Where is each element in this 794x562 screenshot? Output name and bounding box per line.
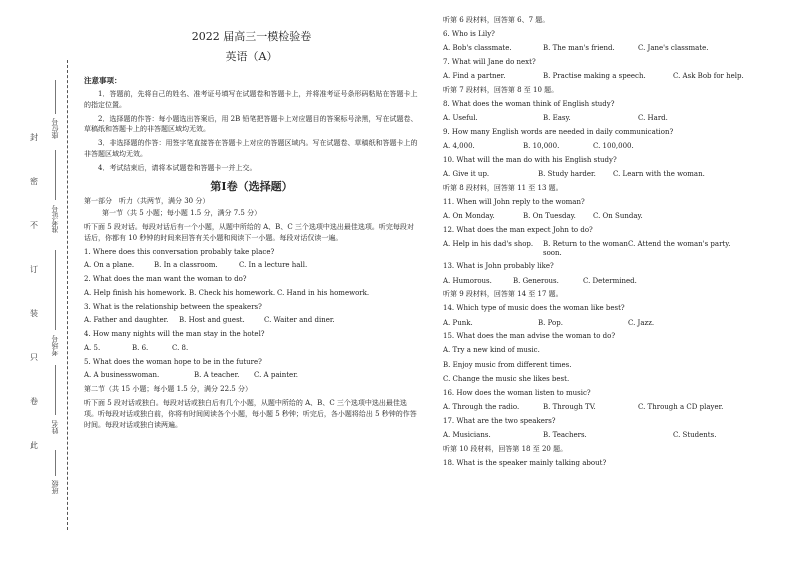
question-line: 6. Who is Lily?: [443, 30, 495, 39]
option-b: B. On Tuesday.: [523, 212, 576, 221]
option-c: C. Jazz.: [628, 318, 655, 327]
name-blank: [55, 365, 56, 415]
option-a: A. Musicians.: [443, 430, 491, 439]
option-b: B. Study harder.: [538, 169, 596, 178]
seat-number-blank: [55, 80, 56, 114]
notice-item: 2．选择题的作答：每小题选出答案后，用 2B 铅笔把答题卡上对应题目的答案标号涂黑，写在试题卷、草稿纸和答题卡上的非答题区域均无效。: [84, 114, 418, 134]
subsection-heading: 第一节（共 5 小题；每小题 1.5 分，满分 7.5 分）: [102, 209, 262, 218]
margin-char: 封: [30, 133, 38, 142]
option-a: A. On Monday.: [443, 212, 495, 221]
exam-title: 2022 届高三一模检验卷: [191, 30, 312, 43]
question-block: [84, 303, 419, 326]
question-line: 13. What is John probably like?: [443, 262, 554, 271]
margin-char: 只: [30, 353, 38, 362]
option-c: C. Through a CD player.: [638, 403, 724, 412]
option-a: A. Humorous.: [443, 276, 492, 285]
option-c: C. Hand in his homework.: [277, 288, 370, 297]
option-a: A. Punk.: [443, 318, 473, 327]
option-c: C. On Sunday.: [593, 212, 643, 221]
question-block: [84, 330, 419, 353]
question-line: 17. What are the two speakers?: [443, 416, 556, 425]
exam-room-blank: [55, 250, 56, 330]
section-heading: 第一部分 听力（共两节，满分 30 分）: [84, 196, 210, 205]
option-a: A. On a plane.: [84, 261, 135, 270]
option-a: A. Useful.: [443, 114, 478, 123]
name-label: 姓名: [51, 420, 59, 434]
question-line: C. Change the music she likes best.: [443, 374, 570, 383]
question-line: 15. What does the man advise the woman to do?: [443, 332, 616, 341]
option-a: A. 5.: [84, 343, 101, 352]
question-line: 14. Which type of music does the woman like best?: [443, 304, 625, 313]
left-column: [84, 30, 419, 435]
option-b: B. In a classroom.: [154, 261, 218, 270]
question: 1. Where does this conversation probably take place?: [84, 247, 275, 256]
seat-number-label: 座位号: [51, 118, 59, 139]
option-c: C. Hard.: [638, 114, 668, 123]
options-row: [84, 344, 419, 353]
options-row: [443, 403, 783, 412]
material-heading: 听第 7 段材料，回答第 8 至 10 题。: [443, 85, 559, 94]
option-b: B. Easy.: [543, 114, 571, 123]
option-b: B. 10,000.: [523, 142, 560, 151]
option-c: C. Students.: [673, 430, 717, 439]
question-line: A. Try a new kind of music.: [443, 346, 540, 355]
question-line: 9. How many English words are needed in daily communication?: [443, 127, 674, 136]
options-row: [443, 114, 783, 123]
option-b: B. Pop.: [538, 318, 563, 327]
option-a: A. A businesswoman.: [84, 371, 160, 380]
material-heading: 听第 10 段材料，回答第 18 至 20 题。: [443, 444, 568, 453]
option-b: B. Return to the woman soon.: [543, 239, 628, 257]
question-line: 8. What does the woman think of English study?: [443, 100, 615, 109]
option-c: C. In a lecture hall.: [239, 261, 308, 270]
options-row: [443, 319, 783, 328]
right-column: [443, 16, 783, 473]
class-label: 班级: [51, 480, 59, 494]
option-b: B. Host and guest.: [179, 316, 245, 325]
options-row: [443, 240, 783, 258]
option-b: B. The man's friend.: [543, 44, 615, 53]
option-a: A. Give it up.: [443, 169, 490, 178]
question-line: 11. When will John reply to the woman?: [443, 197, 585, 206]
options-row: [84, 289, 419, 298]
instructions: 听下面 5 段对话。每段对话后有一个小题，从题中所给的 A、B、C 三个选项中选出最佳选项。听完每段对话后，你都有 10 秒钟的时间来回答有关小题和阅读下一小题。每段对话仅读一遍。: [84, 223, 414, 242]
option-a: A. Find a partner.: [443, 72, 506, 81]
option-a: A. Through the radio.: [443, 403, 520, 412]
question-line: 12. What does the man expect John to do?: [443, 225, 593, 234]
notice-heading: 注意事项：: [84, 75, 122, 85]
material-heading: 听第 9 段材料，回答第 14 至 17 题。: [443, 290, 563, 299]
option-b: B. Through TV.: [543, 403, 596, 412]
option-a: A. Bob's classmate.: [443, 44, 512, 53]
question: 2. What does the man want the woman to do?: [84, 275, 247, 284]
options-row: [84, 261, 419, 270]
question-block: [84, 358, 419, 381]
margin-char: 密: [30, 177, 38, 186]
option-a: A. Help in his dad's shop.: [443, 239, 534, 248]
question-line: 16. How does the woman listen to music?: [443, 388, 591, 397]
class-blank: [55, 450, 56, 476]
option-a: A. Help finish his homework.: [84, 288, 187, 297]
question-line: 7. What will Jane do next?: [443, 58, 536, 67]
notice-item: 1．答题前，先将自己的姓名、准考证号填写在试题卷和答题卡上，并将准考证号条形码粘贴在答题卡上的指定位置。: [84, 89, 418, 109]
option-b: B. Check his homework.: [189, 288, 276, 297]
option-b: B. Generous.: [513, 276, 559, 285]
option-b: B. Teachers.: [543, 430, 587, 439]
option-b: B. 6.: [132, 343, 149, 352]
options-row: [443, 72, 783, 81]
part-title: 第Ⅰ卷（选择题）: [210, 179, 293, 193]
margin-char: 订: [30, 265, 38, 274]
options-row: [443, 170, 783, 179]
options-row: [443, 212, 783, 221]
binding-margin: [0, 0, 80, 562]
cut-line: [67, 60, 68, 530]
option-c: C. Determined.: [583, 276, 637, 285]
instructions: 听下面 5 段对话或独白。每段对话或独白后有几个小题，从题中所给的 A、B、C 三个选项中选出最佳选项。听每段对话或独白前，你将有时间阅读各个小题，每小题 5 秒钟；听完后，各小题将给出 5 秒钟的作答时间。每段对话或独白读两遍。: [84, 398, 417, 429]
subsection-heading: 第二节（共 15 小题；每小题 1.5 分，满分 22.5 分）: [84, 385, 252, 394]
option-a: A. Father and daughter.: [84, 316, 169, 325]
material-heading: 听第 6 段材料，回答第 6、7 题。: [443, 16, 550, 24]
option-c: C. 100,000.: [593, 142, 634, 151]
options-row: [443, 277, 783, 286]
question-block: [84, 275, 419, 298]
option-c: C. Jane's classmate.: [638, 44, 709, 53]
margin-char: 装: [30, 309, 38, 318]
question-line: B. Enjoy music from different times.: [443, 360, 572, 369]
notice-item: 3．非选择题的作答：用签字笔直接答在答题卡上对应的答题区域内。写在试题卷、草稿纸和答题卡上的非答题区域均无效。: [84, 139, 418, 159]
question-block: [84, 248, 419, 271]
question: 4. How many nights will the man stay in the hotel?: [84, 330, 265, 339]
option-c: C. 8.: [172, 343, 189, 352]
question: 5. What does the woman hope to be in the future?: [84, 357, 262, 366]
question-line: 10. What will the man do with his English study?: [443, 155, 617, 164]
exam-number-blank: [55, 150, 56, 200]
options-row: [84, 316, 419, 325]
question-line: 18. What is the speaker mainly talking about?: [443, 458, 607, 467]
options-row: [443, 142, 783, 151]
option-c: C. Attend the woman's party.: [628, 239, 731, 248]
option-c: C. Waiter and diner.: [264, 316, 335, 325]
option-c: C. Learn with the woman.: [613, 169, 705, 178]
option-b: B. A teacher.: [194, 371, 240, 380]
option-a: A. 4,000.: [443, 142, 475, 151]
options-row: [84, 371, 419, 380]
option-b: B. Practise making a speech.: [543, 72, 646, 81]
options-row: [443, 44, 783, 53]
exam-number-label: 准考证号: [51, 205, 59, 233]
margin-char: 不: [30, 221, 38, 230]
question: 3. What is the relationship between the speakers?: [84, 302, 262, 311]
material-heading: 听第 8 段材料，回答第 11 至 13 题。: [443, 183, 563, 192]
margin-char: 此: [30, 441, 38, 450]
option-c: C. A painter.: [254, 371, 298, 380]
margin-char: 卷: [30, 397, 38, 406]
options-row: [443, 431, 783, 440]
notice-item: 4．考试结束后，请将本试题卷和答题卡一并上交。: [98, 163, 257, 172]
option-c: C. Ask Bob for help.: [673, 72, 744, 81]
exam-subtitle: 英语（A）: [225, 49, 278, 63]
exam-room-label: 考场号: [51, 335, 59, 356]
